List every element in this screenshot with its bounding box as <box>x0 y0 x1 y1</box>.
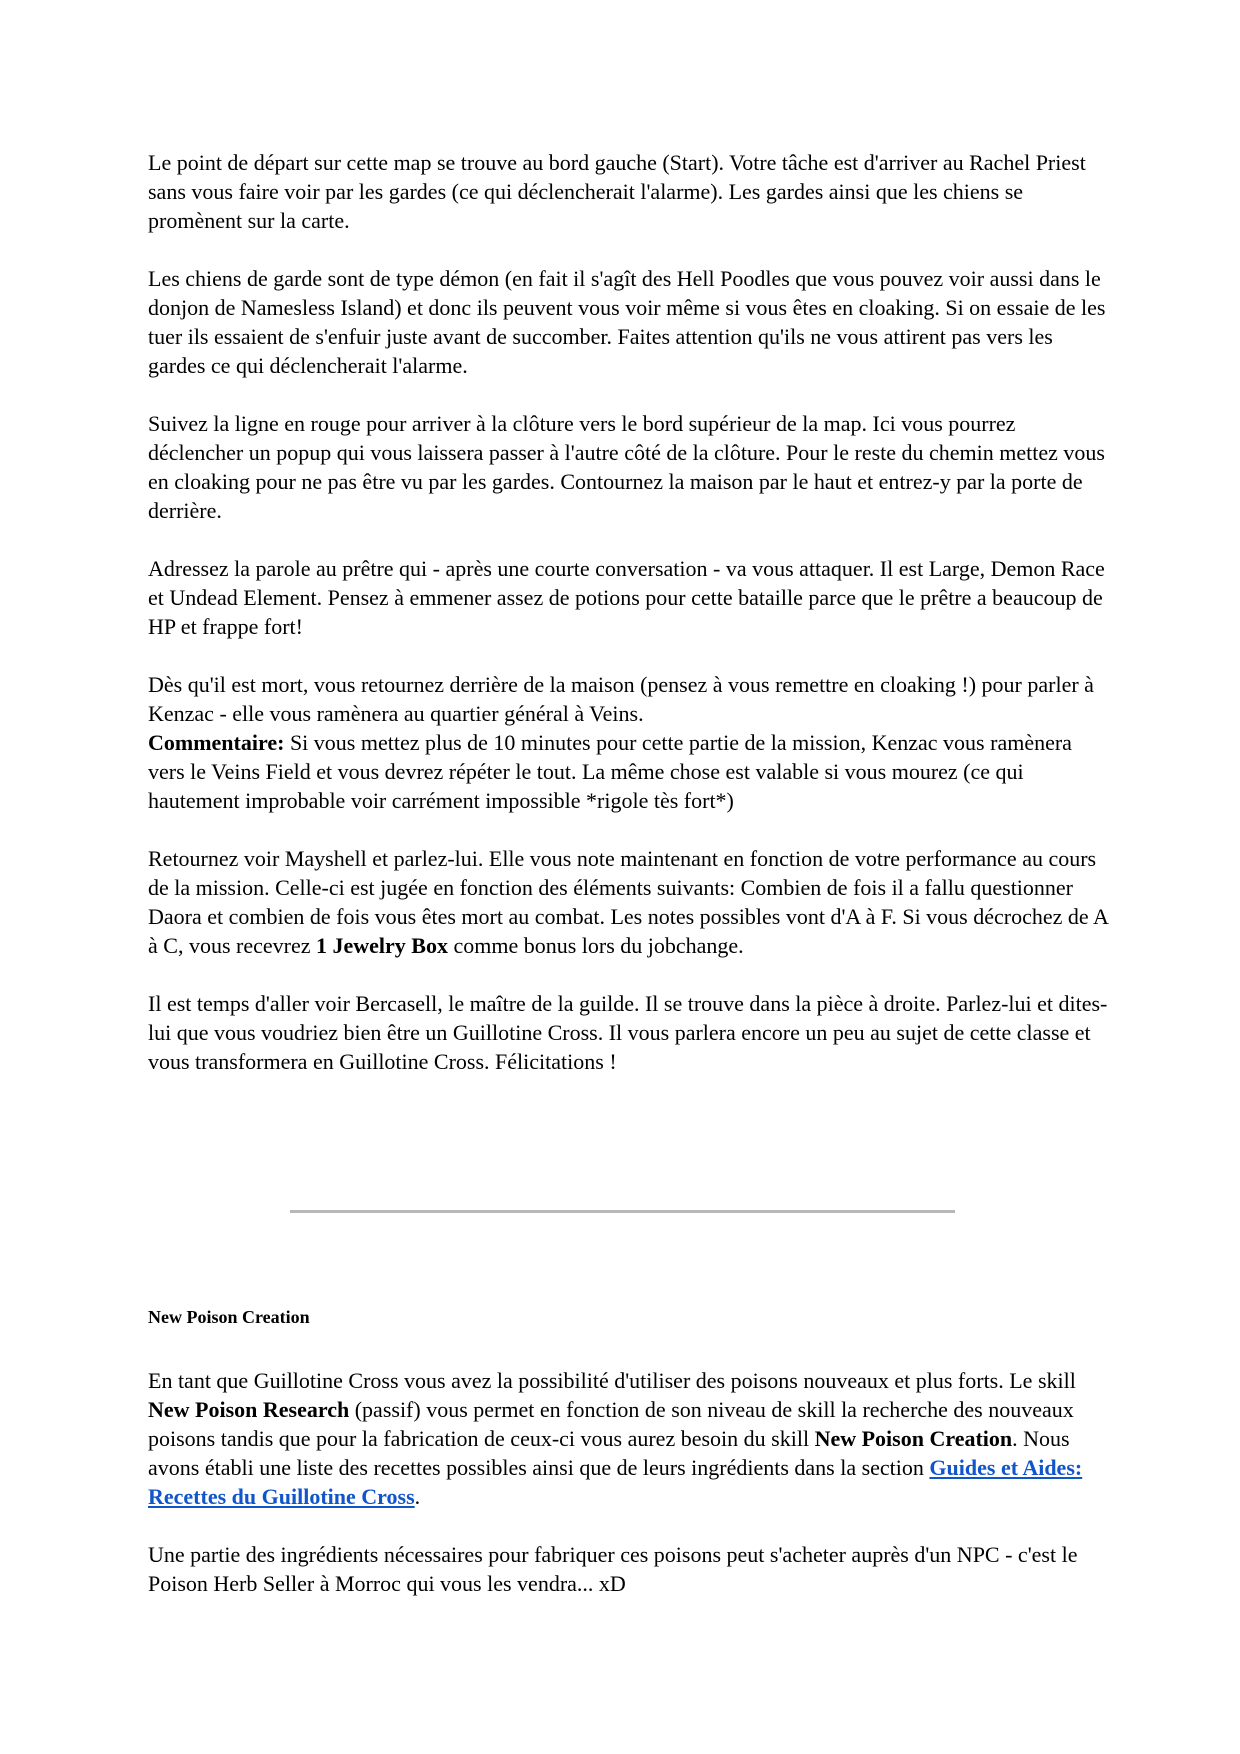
section-title: New Poison Creation <box>148 1307 310 1327</box>
jewelry-box-bold: 1 Jewelry Box <box>315 933 448 958</box>
document-body <box>148 148 1108 1105</box>
horizontal-divider <box>290 1210 955 1213</box>
mayshell-text: Retournez voir Mayshell et parlez-lui. Elle vous note maintenant en fonction de votre performance au cours de la mission. Celle-ci est jugée en fonction des éléments suivants: Combien de fois il a fallu questionner Daora et combien de fois vous êtes mort au combat. Les notes possibles vont d'A à F. Si vous décrochez de A à C, vous recevrez <box>148 846 1108 958</box>
paragraph-priest: Adressez la parole au prêtre qui - après une courte conversation - va vous attaquer. Il est Large, Demon Race et Undead Element. Pensez à emmener assez de potions pour cette bataille parce que le prêtre a beaucoup de HP et frappe fort! <box>148 556 1105 639</box>
paragraph-guard-dogs: Les chiens de garde sont de type démon (en fait il s'agît des Hell Poodles que vous pouvez voir aussi dans le donjon de Namesless Island) et donc ils peuvent vous voir même si vous êtes en cloaking. Si on essaie de les tuer ils essaient de s'enfuir juste avant de succomber. Faites attention qu'ils ne vous attirent pas vers les gardes ce qui déclencherait l'alarme. <box>148 266 1106 378</box>
paragraph-poison-intro <box>148 1366 1108 1511</box>
recipes-link[interactable]: Guides et Aides: Recettes du Guillotine Cross <box>148 1455 1083 1509</box>
paragraph-start: Le point de départ sur cette map se trouve au bord gauche (Start). Votre tâche est d'arriver au Rachel Priest sans vous faire voir par les gardes (ce qui déclencherait l'alarme). Les gardes ainsi que les chiens se promènent sur la carte. <box>148 150 1086 233</box>
paragraph-red-line: Suivez la ligne en rouge pour arriver à la clôture vers le bord supérieur de la map. Ici vous pourrez déclencher un popup qui vous laissera passer à l'autre côté de la clôture. Pour le reste du chemin mettez vous en cloaking pour ne pas être vu par les gardes. Contournez la maison par le haut et entrez-y par la porte de derrière. <box>148 411 1105 523</box>
comment-label: Commentaire: <box>148 730 285 755</box>
new-poison-research-bold: New Poison Research <box>148 1397 350 1422</box>
paragraph-return <box>148 670 1108 815</box>
comment-text: Si vous mettez plus de 10 minutes pour cette partie de la mission, Kenzac vous ramènera vers le Veins Field et vous devrez répéter le tout. La même chose est valable si vous mourez (ce qui hautement improbable voir carrément impossible *rigole tès fort*) <box>148 730 1072 813</box>
poison-section <box>148 1306 1108 1627</box>
paragraph-mayshell <box>148 844 1108 960</box>
new-poison-creation-bold: New Poison Creation <box>814 1426 1013 1451</box>
poison-intro-text-3: . Nous avons établi une liste des recettes possibles ainsi que de leurs ingrédients dans la section <box>148 1426 1070 1480</box>
paragraph-poison-seller: Une partie des ingrédients nécessaires pour fabriquer ces poisons peut s'acheter auprès d'un NPC - c'est le Poison Herb Seller à Morroc qui vous les vendra... xD <box>148 1542 1078 1596</box>
return-text: Dès qu'il est mort, vous retournez derrière de la maison (pensez à vous remettre en cloaking !) pour parler à Kenzac - elle vous ramènera au quartier général à Veins. <box>148 672 1094 726</box>
poison-intro-text: En tant que Guillotine Cross vous avez la possibilité d'utiliser des poisons nouveaux et plus forts. Le skill <box>148 1368 1076 1393</box>
poison-intro-text-end: . <box>414 1484 421 1509</box>
paragraph-bercasell: Il est temps d'aller voir Bercasell, le maître de la guilde. Il se trouve dans la pièce à droite. Parlez-lui et dites-lui que vous voudriez bien être un Guillotine Cross. Il vous parlera encore un peu au sujet de cette classe et vous transformera en Guillotine Cross. Félicitations ! <box>148 991 1108 1074</box>
mayshell-text-end: comme bonus lors du jobchange. <box>447 933 744 958</box>
poison-intro-text-2: (passif) vous permet en fonction de son niveau de skill la recherche des nouveaux poisons tandis que pour la fabrication de ceux-ci vous aurez besoin du skill <box>148 1397 1074 1451</box>
